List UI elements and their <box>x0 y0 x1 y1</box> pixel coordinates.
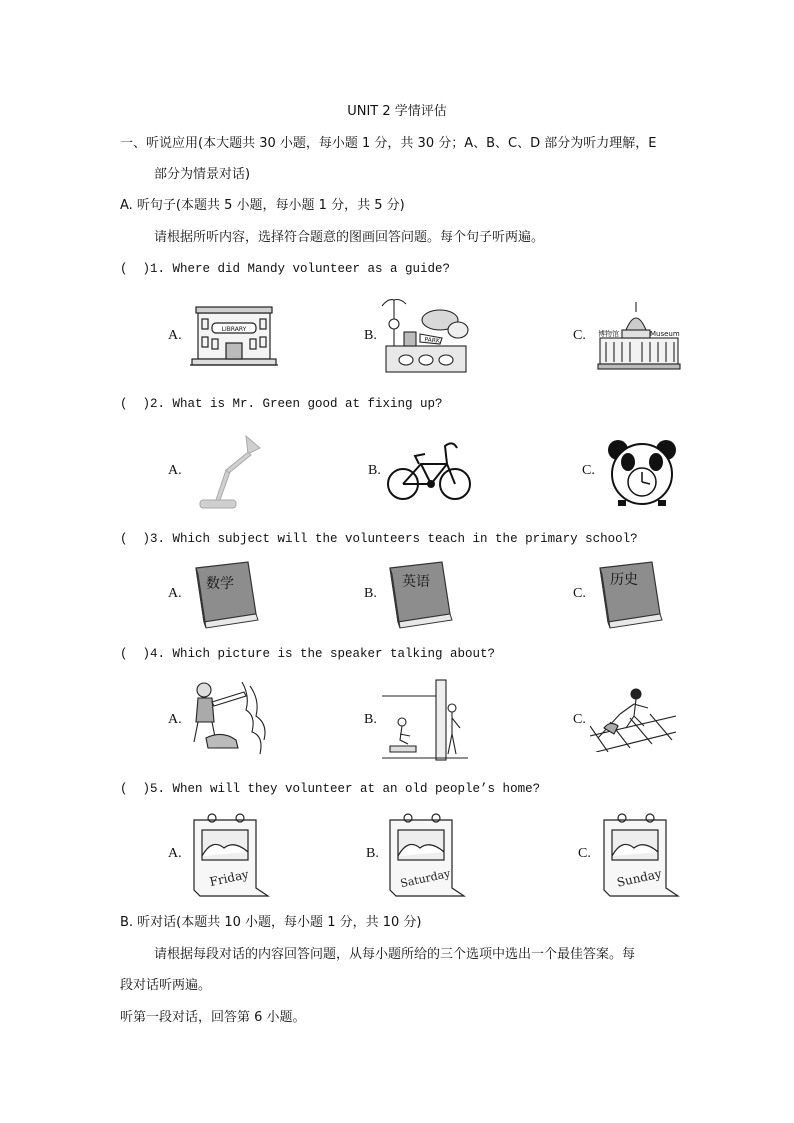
english-book-image <box>384 558 456 632</box>
history-book-image <box>594 558 666 632</box>
q3-option-a-label[interactable]: A. <box>168 586 182 601</box>
calendar-friday-text: Friday <box>208 867 250 890</box>
q2-option-b-label[interactable]: B. <box>368 463 381 478</box>
blind-person-crossing-image <box>590 686 676 752</box>
page-title: UNIT 2 学情评估 <box>347 104 447 119</box>
museum-image <box>596 298 682 372</box>
part-b-instruction-line1: 请根据每段对话的内容回答问题，从每小题所给的三个选项中选出一个最佳答案。每 <box>154 947 636 962</box>
museum-sign-chinese: 博物馆 <box>598 330 619 338</box>
library-image <box>188 303 280 369</box>
q5-option-c-label[interactable]: C. <box>578 846 591 861</box>
history-book-title: 历史 <box>610 572 638 588</box>
q4-option-b-label[interactable]: B. <box>364 712 377 727</box>
q5-option-a-label[interactable]: A. <box>168 846 182 861</box>
section-heading-line2: 部分为情景对话) <box>154 167 251 182</box>
calendar-saturday-image <box>386 812 468 900</box>
q3-option-b-label[interactable]: B. <box>364 586 377 601</box>
bicycle-image <box>385 436 475 506</box>
calendar-saturday-text: Saturday <box>399 866 452 891</box>
math-book-image <box>190 558 262 632</box>
park-image <box>380 294 470 376</box>
q1-option-b-label[interactable]: B. <box>364 328 377 343</box>
part-a-instruction: 请根据所听内容，选择符合题意的图画回答问题。每个句子听两遍。 <box>154 230 545 245</box>
q2-option-c-label[interactable]: C. <box>582 463 595 478</box>
museum-sign-english: Museum <box>650 330 680 338</box>
calendar-friday-image <box>190 812 272 900</box>
q4-option-c-label[interactable]: C. <box>573 712 586 727</box>
part-b-heading: B. 听对话(本题共 10 小题，每小题 1 分，共 10 分) <box>120 915 422 930</box>
question-3: ( )3. Which subject will the volunteers teach in the primary school? <box>120 532 638 546</box>
q5-option-b-label[interactable]: B. <box>366 846 379 861</box>
q1-option-c-label[interactable]: C. <box>573 328 586 343</box>
calendar-sunday-image <box>600 812 682 900</box>
q1-option-a-label[interactable]: A. <box>168 328 182 343</box>
panda-clock-image <box>604 436 680 508</box>
q2-option-a-label[interactable]: A. <box>168 463 182 478</box>
people-at-door-image <box>382 678 468 762</box>
desk-lamp-image <box>190 430 274 512</box>
part-b-instruction-line2: 段对话听两遍。 <box>120 978 212 993</box>
question-4: ( )4. Which picture is the speaker talking about? <box>120 647 496 661</box>
park-sign: PARK <box>424 336 441 345</box>
question-2: ( )2. What is Mr. Green good at fixing up? <box>120 397 443 411</box>
dialog-1-instruction: 听第一段对话，回答第 6 小题。 <box>120 1010 306 1025</box>
q4-option-a-label[interactable]: A. <box>168 712 182 727</box>
firefighter-image <box>186 676 272 756</box>
calendar-sunday-text: Sunday <box>615 866 663 890</box>
question-5: ( )5. When will they volunteer at an old people’s home? <box>120 782 541 796</box>
english-book-title: 英语 <box>402 574 430 590</box>
section-heading-line1: 一、听说应用(本大题共 30 小题，每小题 1 分，共 30 分；A、B、C、D 部分为听力理解，E <box>120 136 657 151</box>
math-book-title: 数学 <box>206 576 234 592</box>
question-1: ( )1. Where did Mandy volunteer as a guide? <box>120 262 451 276</box>
part-a-heading: A. 听句子(本题共 5 小题，每小题 1 分，共 5 分) <box>120 198 405 213</box>
library-sign: LIBRARY <box>221 326 247 333</box>
q3-option-c-label[interactable]: C. <box>573 586 586 601</box>
